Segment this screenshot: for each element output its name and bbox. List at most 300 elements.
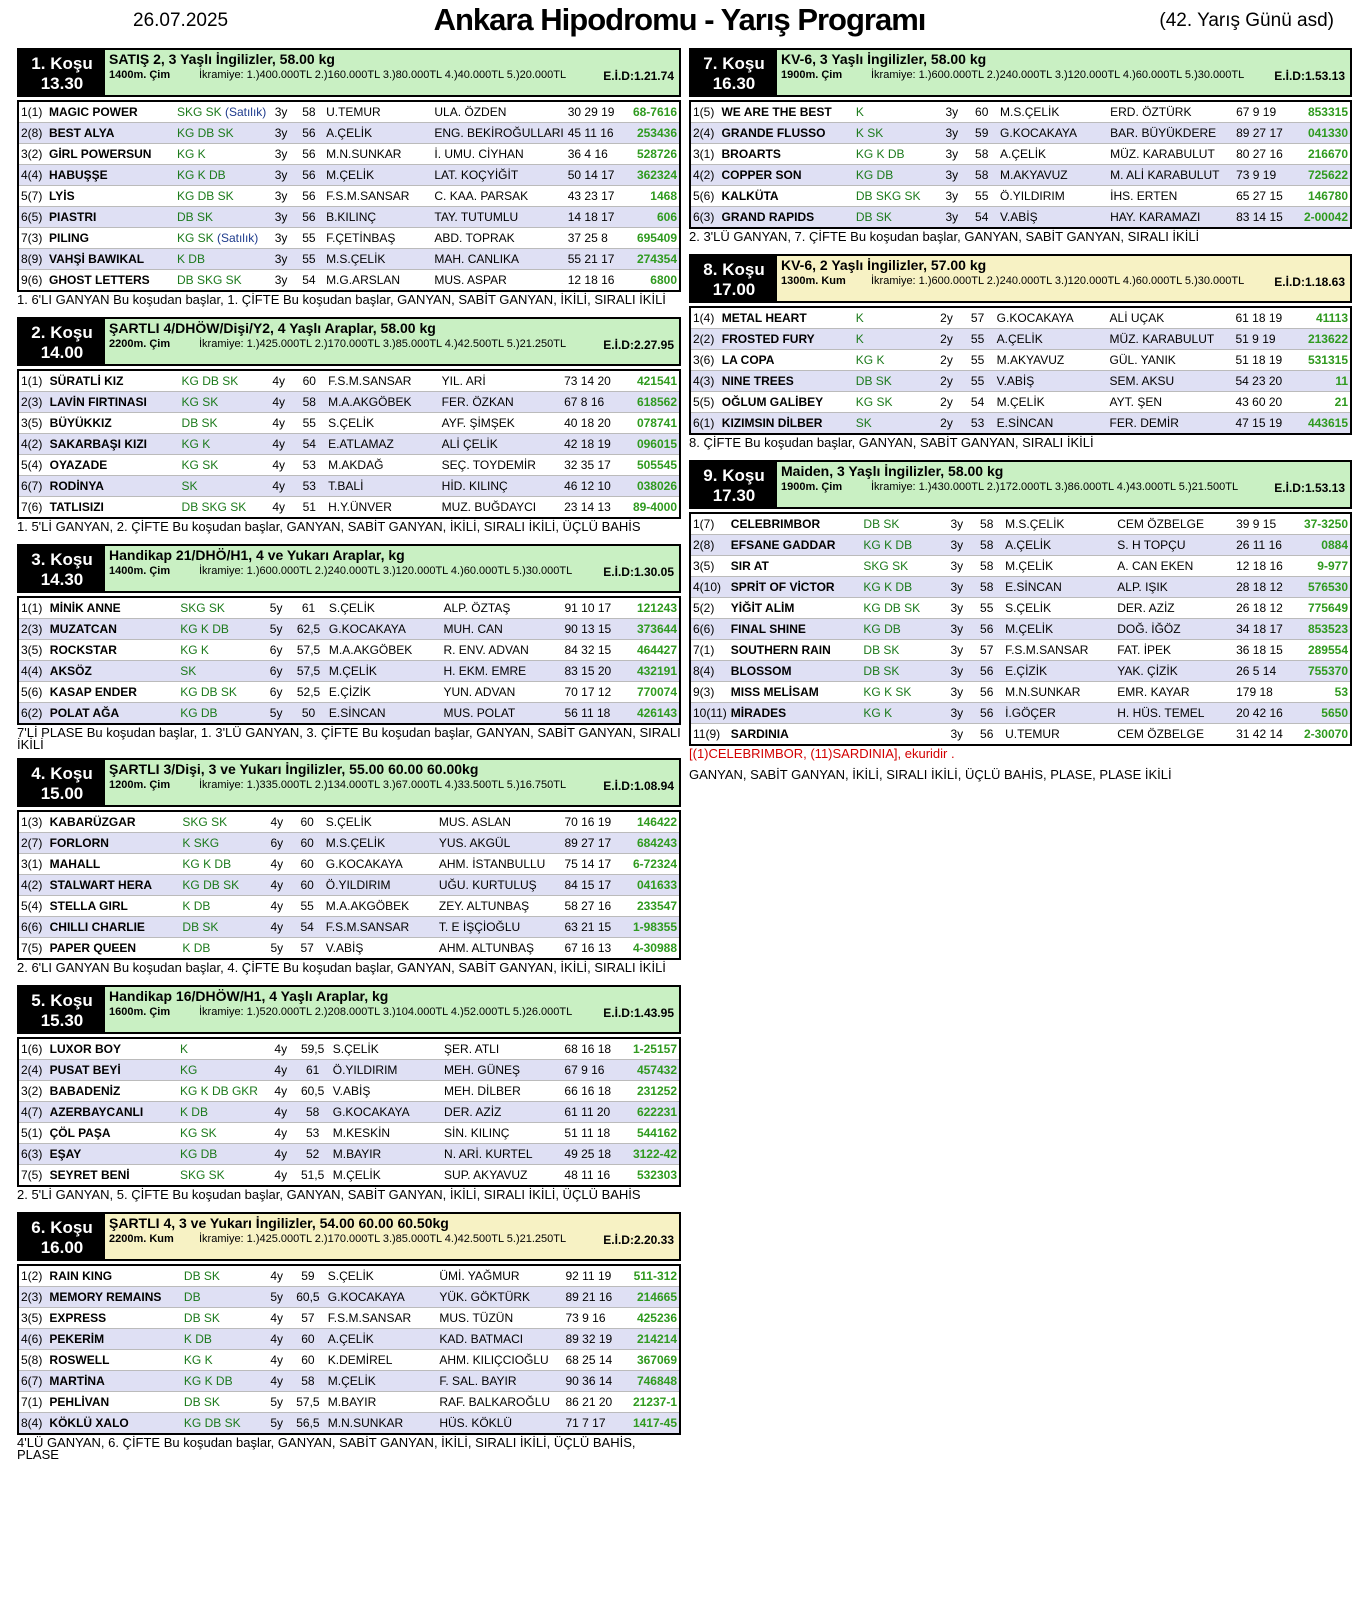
jockey-name: A.ÇELİK bbox=[995, 329, 1108, 350]
horse-form: 367069 bbox=[626, 1350, 680, 1371]
horse-stats: 34 18 17 bbox=[1234, 619, 1296, 640]
horse-number: 5(5) bbox=[690, 392, 720, 413]
horse-age: 3y bbox=[943, 535, 970, 556]
table-row bbox=[18, 392, 680, 413]
horse-equipment bbox=[861, 724, 943, 746]
table-row bbox=[18, 1123, 680, 1144]
jockey-name: M.N.SUNKAR bbox=[326, 1413, 438, 1435]
trainer-name: UĞU. KURTULUŞ bbox=[437, 875, 563, 896]
horse-stats: 89 21 16 bbox=[563, 1287, 625, 1308]
horse-weight: 53 bbox=[293, 455, 327, 476]
horse-number: 1(3) bbox=[18, 811, 48, 833]
horse-stats: 61 11 20 bbox=[562, 1102, 625, 1123]
jockey-name: M.S.ÇELİK bbox=[1003, 513, 1115, 535]
horse-form: 1468 bbox=[626, 186, 680, 207]
horse-name: SIR AT bbox=[729, 556, 862, 577]
horse-stats: 86 21 20 bbox=[563, 1392, 625, 1413]
horse-equipment: KG DB SK bbox=[175, 186, 268, 207]
horse-equipment: DB SK bbox=[861, 640, 943, 661]
horse-stats: 65 27 15 bbox=[1234, 186, 1296, 207]
horse-form: 1417-45 bbox=[626, 1413, 680, 1435]
horse-equipment: KG K DB bbox=[182, 1371, 263, 1392]
horse-equipment: KG DB SK bbox=[180, 875, 263, 896]
horse-form: 853523 bbox=[1297, 619, 1351, 640]
horse-name: KALKÜTA bbox=[719, 186, 853, 207]
race-block bbox=[689, 254, 1352, 460]
horse-number: 6(2) bbox=[18, 703, 48, 725]
jockey-name: M.G.ARSLAN bbox=[324, 270, 432, 292]
trainer-name: R. ENV. ADVAN bbox=[441, 640, 562, 661]
table-row bbox=[690, 724, 1351, 746]
horse-stats: 51 11 18 bbox=[562, 1123, 625, 1144]
horse-name: GRAND RAPIDS bbox=[719, 207, 853, 229]
horse-equipment: SKG SK bbox=[861, 556, 943, 577]
race-prize: İkramiye: 1.)600.000TL 2.)240.000TL 3.)120.000TL 4.)60.000TL 5.)30.000TL bbox=[199, 565, 573, 577]
race-title: ŞARTLI 4, 3 ve Yukarı İngilizler, 54.00 60.00 60.50kg bbox=[109, 1215, 449, 1231]
horse-number: 6(6) bbox=[690, 619, 729, 640]
horse-age: 4y bbox=[263, 917, 290, 938]
jockey-name: G.KOCAKAYA bbox=[998, 123, 1108, 144]
table-row bbox=[690, 556, 1351, 577]
race-header bbox=[17, 317, 681, 366]
horse-number: 2(3) bbox=[18, 392, 48, 413]
table-row bbox=[18, 938, 680, 960]
horse-number: 6(3) bbox=[18, 1144, 48, 1165]
page-header bbox=[0, 0, 1359, 46]
horse-equipment: SKG SK bbox=[180, 811, 263, 833]
horse-equipment: KG K DB GKR bbox=[178, 1081, 267, 1102]
horse-equipment: KG DB bbox=[178, 703, 262, 725]
horse-form: 432191 bbox=[626, 661, 680, 682]
jockey-name: A.ÇELİK bbox=[326, 1329, 438, 1350]
horse-equipment: KG SK bbox=[180, 392, 265, 413]
jockey-name: M.S.ÇELİK bbox=[324, 249, 432, 270]
trainer-name: AHM. ALTUNBAŞ bbox=[437, 938, 563, 960]
horse-equipment: KG K DB bbox=[854, 144, 938, 165]
table-row bbox=[18, 661, 680, 682]
horse-form: 426143 bbox=[626, 703, 680, 725]
table-row bbox=[18, 682, 680, 703]
horse-number: 7(5) bbox=[18, 938, 48, 960]
horse-age: 3y bbox=[943, 703, 970, 724]
horse-name: SÜRATLİ KIZ bbox=[48, 370, 180, 392]
horse-equipment: KG DB SK bbox=[175, 123, 268, 144]
horse-equipment: K bbox=[178, 1038, 267, 1060]
horse-age: 5y bbox=[262, 619, 290, 640]
horse-number: 7(1) bbox=[18, 1392, 47, 1413]
trainer-name: MUS. POLAT bbox=[441, 703, 562, 725]
horse-stats: 68 16 18 bbox=[562, 1038, 625, 1060]
trainer-name: MUH. CAN bbox=[441, 619, 562, 640]
horse-name: STALWART HERA bbox=[48, 875, 181, 896]
table-row bbox=[18, 455, 680, 476]
horse-number: 9(3) bbox=[690, 682, 729, 703]
trainer-name: AYF. ŞİMŞEK bbox=[440, 413, 562, 434]
horse-name: LAVİN FIRTINASI bbox=[48, 392, 180, 413]
horse-number: 3(5) bbox=[18, 640, 48, 661]
horse-weight: 55 bbox=[294, 249, 324, 270]
race-note: 8. ÇİFTE Bu koşudan başlar, GANYAN, SABİT GANYAN, SIRALI İKİLİ bbox=[689, 435, 1094, 450]
horse-name: AZERBAYCANLI bbox=[48, 1102, 178, 1123]
horse-stats: 55 21 17 bbox=[566, 249, 627, 270]
horse-equipment: KG DB bbox=[861, 619, 943, 640]
horse-form: 770074 bbox=[626, 682, 680, 703]
horse-form: 576530 bbox=[1297, 577, 1351, 598]
trainer-name: TAY. TUTUMLU bbox=[432, 207, 565, 228]
race-eid: E.İ.D:2.27.95 bbox=[603, 338, 674, 352]
horse-form: 853315 bbox=[1296, 101, 1351, 123]
trainer-name: T. E İŞÇİOĞLU bbox=[437, 917, 563, 938]
horse-stats: 46 12 10 bbox=[562, 476, 625, 497]
jockey-name: V.ABİŞ bbox=[331, 1081, 442, 1102]
table-row bbox=[690, 329, 1351, 350]
horse-number: 1(1) bbox=[18, 597, 48, 619]
horse-name: EFSANE GADDAR bbox=[729, 535, 862, 556]
horse-name: ROCKSTAR bbox=[48, 640, 178, 661]
horse-weight: 60 bbox=[291, 811, 324, 833]
jockey-name: U.TEMUR bbox=[324, 101, 432, 123]
horse-age: 4y bbox=[263, 1265, 290, 1287]
horse-weight: 55 bbox=[291, 896, 324, 917]
horse-equipment: KG K bbox=[182, 1350, 263, 1371]
race-time: 14.30 bbox=[40, 570, 84, 589]
race-block bbox=[689, 460, 1352, 792]
horse-age: 3y bbox=[938, 165, 965, 186]
horse-equipment: K DB bbox=[182, 1329, 263, 1350]
horse-form: 775649 bbox=[1297, 598, 1351, 619]
horse-number: 2(2) bbox=[690, 329, 720, 350]
horse-stats: 66 16 18 bbox=[562, 1081, 625, 1102]
table-row bbox=[18, 144, 680, 165]
horse-age: 3y bbox=[943, 577, 970, 598]
horse-equipment: SK bbox=[180, 476, 265, 497]
race-header bbox=[17, 758, 681, 807]
horse-stats: 56 11 18 bbox=[562, 703, 626, 725]
horse-form: 528726 bbox=[626, 144, 680, 165]
jockey-name: E.ÇİZİK bbox=[1003, 661, 1115, 682]
horse-form: 214214 bbox=[626, 1329, 680, 1350]
horse-name: KABARÜZGAR bbox=[48, 811, 181, 833]
trainer-name: N. ARİ. KURTEL bbox=[442, 1144, 562, 1165]
horse-equipment: K bbox=[854, 307, 933, 329]
horse-name: GHOST LETTERS bbox=[47, 270, 175, 292]
table-row bbox=[690, 682, 1351, 703]
horse-number: 4(4) bbox=[18, 165, 47, 186]
table-row bbox=[690, 535, 1351, 556]
horse-number: 5(6) bbox=[690, 186, 719, 207]
horse-stats: 12 18 16 bbox=[1234, 556, 1296, 577]
horse-name: NINE TREES bbox=[720, 371, 854, 392]
horse-number: 9(6) bbox=[18, 270, 47, 292]
trainer-name: BAR. BÜYÜKDERE bbox=[1108, 123, 1234, 144]
jockey-name: S.ÇELİK bbox=[327, 597, 442, 619]
horse-weight: 58 bbox=[970, 577, 1003, 598]
horse-name: SAKARBAŞI KIZI bbox=[48, 434, 180, 455]
horse-age: 4y bbox=[263, 896, 290, 917]
horse-form: 078741 bbox=[625, 413, 680, 434]
trainer-name: YAK. ÇİZİK bbox=[1115, 661, 1234, 682]
horse-age: 4y bbox=[263, 1350, 290, 1371]
horse-age: 3y bbox=[268, 123, 293, 144]
horse-age: 6y bbox=[262, 682, 290, 703]
horse-name: RODİNYA bbox=[48, 476, 180, 497]
race-prize: İkramiye: 1.)520.000TL 2.)208.000TL 3.)104.000TL 4.)52.000TL 5.)26.000TL bbox=[199, 1006, 573, 1018]
horse-number: 6(7) bbox=[18, 1371, 47, 1392]
horse-number: 5(4) bbox=[18, 896, 48, 917]
race-block bbox=[689, 48, 1352, 254]
horse-name: SPRİT OF VİCTOR bbox=[729, 577, 862, 598]
table-row bbox=[18, 123, 680, 144]
race-block bbox=[17, 317, 681, 544]
horse-form: 289554 bbox=[1297, 640, 1351, 661]
table-row bbox=[18, 1081, 680, 1102]
race-number-label: 4. Koşu bbox=[31, 764, 93, 783]
trainer-name: SİN. KILINÇ bbox=[442, 1123, 562, 1144]
race-gap bbox=[17, 1464, 681, 1468]
horse-table bbox=[17, 810, 681, 960]
jockey-name: M.ÇELİK bbox=[331, 1165, 442, 1187]
jockey-name: S.ÇELİK bbox=[326, 413, 440, 434]
horse-weight: 60 bbox=[290, 1329, 326, 1350]
horse-equipment: DB SKG SK bbox=[180, 497, 265, 519]
horse-stats: 84 15 17 bbox=[562, 875, 625, 896]
horse-form: 464427 bbox=[626, 640, 680, 661]
race-title: SATIŞ 2, 3 Yaşlı İngilizler, 58.00 kg bbox=[109, 51, 335, 67]
horse-weight: 52,5 bbox=[290, 682, 327, 703]
horse-form: 216670 bbox=[1296, 144, 1351, 165]
horse-form: 531315 bbox=[1297, 350, 1351, 371]
horse-number: 6(3) bbox=[690, 207, 719, 229]
horse-weight: 54 bbox=[293, 434, 327, 455]
horse-weight: 52 bbox=[294, 1144, 330, 1165]
trainer-name: MUS. ASLAN bbox=[437, 811, 563, 833]
horse-stats: 67 8 16 bbox=[562, 392, 625, 413]
horse-age: 3y bbox=[943, 682, 970, 703]
horse-number: 1(1) bbox=[18, 370, 48, 392]
jockey-name: M.A.AKGÖBEK bbox=[324, 896, 437, 917]
jockey-name: T.BALİ bbox=[326, 476, 440, 497]
horse-weight: 57 bbox=[290, 1308, 326, 1329]
horse-number: 5(2) bbox=[690, 598, 729, 619]
horse-stats: 83 14 15 bbox=[1234, 207, 1296, 229]
table-row bbox=[690, 619, 1351, 640]
horse-weight: 60 bbox=[290, 1350, 326, 1371]
jockey-name: S.ÇELİK bbox=[326, 1265, 438, 1287]
race-number bbox=[19, 987, 105, 1032]
horse-form: 146422 bbox=[625, 811, 680, 833]
horse-form: 746848 bbox=[626, 1371, 680, 1392]
table-row bbox=[18, 640, 680, 661]
horse-weight: 50 bbox=[290, 703, 327, 725]
jockey-name: E.SİNCAN bbox=[1003, 577, 1115, 598]
table-row bbox=[690, 392, 1351, 413]
horse-equipment: KG DB SK bbox=[182, 1413, 263, 1435]
horse-weight: 62,5 bbox=[290, 619, 327, 640]
table-row bbox=[690, 144, 1351, 165]
horse-form: 11 bbox=[1297, 371, 1351, 392]
horse-stats: 48 11 16 bbox=[562, 1165, 625, 1187]
horse-equipment: KG K SK bbox=[861, 682, 943, 703]
horse-equipment: DB SKG SK bbox=[175, 270, 268, 292]
horse-weight: 60 bbox=[293, 370, 327, 392]
race-prize: İkramiye: 1.)425.000TL 2.)170.000TL 3.)85.000TL 4.)42.500TL 5.)21.250TL bbox=[199, 1233, 567, 1245]
jockey-name: M.KESKİN bbox=[331, 1123, 442, 1144]
table-row bbox=[18, 597, 680, 619]
horse-weight: 57 bbox=[961, 307, 995, 329]
table-row bbox=[18, 854, 680, 875]
horse-table bbox=[17, 596, 681, 725]
horse-stats: 63 21 15 bbox=[562, 917, 625, 938]
horse-number: 2(8) bbox=[18, 123, 47, 144]
jockey-name: M.AKDAĞ bbox=[326, 455, 440, 476]
horse-equipment: K SK bbox=[854, 123, 938, 144]
horse-equipment: DB bbox=[182, 1287, 263, 1308]
race-number-label: 1. Koşu bbox=[31, 54, 93, 73]
horse-number: 6(5) bbox=[18, 207, 47, 228]
horse-number: 3(1) bbox=[18, 854, 48, 875]
race-time: 17.00 bbox=[712, 280, 756, 299]
horse-equipment: KG K bbox=[175, 144, 268, 165]
trainer-name: ABD. TOPRAK bbox=[432, 228, 565, 249]
race-info bbox=[105, 546, 679, 591]
race-number-label: 7. Koşu bbox=[703, 54, 765, 73]
horse-stats: 37 25 8 bbox=[566, 228, 627, 249]
table-row bbox=[18, 228, 680, 249]
table-row bbox=[18, 1287, 680, 1308]
horse-weight: 60,5 bbox=[290, 1287, 326, 1308]
horse-age: 4y bbox=[263, 1329, 290, 1350]
horse-equipment: K bbox=[854, 101, 938, 123]
horse-age: 3y bbox=[938, 186, 965, 207]
table-row bbox=[18, 476, 680, 497]
horse-form: 121243 bbox=[626, 597, 680, 619]
horse-number: 1(5) bbox=[690, 101, 719, 123]
horse-stats: 92 11 19 bbox=[563, 1265, 625, 1287]
horse-form: 622231 bbox=[625, 1102, 680, 1123]
trainer-name: LAT. KOÇYİĞİT bbox=[432, 165, 565, 186]
race-title: ŞARTLI 4/DHÖW/Dişi/Y2, 4 Yaşlı Araplar, 58.00 kg bbox=[109, 320, 436, 336]
horse-equipment: DB SK bbox=[854, 371, 933, 392]
jockey-name: M.A.AKGÖBEK bbox=[327, 640, 442, 661]
trainer-name: AHM. KILIÇCIOĞLU bbox=[437, 1350, 563, 1371]
horse-equipment: KG SK bbox=[854, 392, 933, 413]
horse-equipment: K SKG bbox=[180, 833, 263, 854]
race-header bbox=[689, 48, 1352, 97]
table-row bbox=[690, 598, 1351, 619]
horse-weight: 56 bbox=[970, 661, 1003, 682]
horse-stats: 67 9 19 bbox=[1234, 101, 1296, 123]
horse-table bbox=[17, 100, 681, 292]
horse-weight: 58 bbox=[290, 1371, 326, 1392]
horse-equipment: DB SK bbox=[854, 207, 938, 229]
table-row bbox=[690, 661, 1351, 682]
horse-weight: 56 bbox=[294, 144, 324, 165]
table-row bbox=[18, 413, 680, 434]
horse-weight: 51 bbox=[293, 497, 327, 519]
horse-number: 3(2) bbox=[18, 144, 47, 165]
trainer-name: HİD. KILINÇ bbox=[440, 476, 562, 497]
horse-form: 146780 bbox=[1296, 186, 1351, 207]
horse-weight: 59,5 bbox=[294, 1038, 330, 1060]
jockey-name: V.ABİŞ bbox=[324, 938, 437, 960]
horse-equipment: KG K DB bbox=[861, 577, 943, 598]
table-row bbox=[18, 165, 680, 186]
race-title: Handikap 16/DHÖW/H1, 4 Yaşlı Araplar, kg bbox=[109, 988, 389, 1004]
horse-age: 5y bbox=[262, 703, 290, 725]
horse-form: 6800 bbox=[626, 270, 680, 292]
horse-age: 4y bbox=[267, 1144, 294, 1165]
horse-equipment: KG SK bbox=[180, 455, 265, 476]
horse-number: 7(6) bbox=[18, 497, 48, 519]
trainer-name: SUP. AKYAVUZ bbox=[442, 1165, 562, 1187]
horse-number: 4(3) bbox=[690, 371, 720, 392]
horse-name: LA COPA bbox=[720, 350, 854, 371]
race-title: ŞARTLI 3/Dişi, 3 ve Yukarı İngilizler, 55.00 60.00 60.00kg bbox=[109, 761, 479, 777]
horse-equipment: KG K DB bbox=[180, 854, 263, 875]
jockey-name: G.KOCAKAYA bbox=[331, 1102, 442, 1123]
race-gap bbox=[689, 788, 1352, 792]
table-row bbox=[18, 249, 680, 270]
horse-form: 53 bbox=[1297, 682, 1351, 703]
horse-stats: 67 16 13 bbox=[562, 938, 625, 960]
horse-age: 3y bbox=[943, 556, 970, 577]
trainer-name: ALP. IŞIK bbox=[1115, 577, 1234, 598]
horse-weight: 54 bbox=[294, 270, 324, 292]
horse-stats: 89 27 17 bbox=[1234, 123, 1296, 144]
horse-number: 7(5) bbox=[18, 1165, 48, 1187]
horse-equipment: KG DB SK bbox=[861, 598, 943, 619]
horse-age: 3y bbox=[938, 123, 965, 144]
horse-age: 6y bbox=[262, 640, 290, 661]
race-time: 17.30 bbox=[712, 486, 756, 505]
trainer-name: AYT. ŞEN bbox=[1108, 392, 1234, 413]
horse-weight: 56 bbox=[970, 619, 1003, 640]
horse-equipment: K DB bbox=[178, 1102, 267, 1123]
race-note: 2. 5'Lİ GANYAN, 5. ÇİFTE Bu koşudan başlar, GANYAN, SABİT GANYAN, İKİLİ, SIRALI İKİLİ, ÜÇLÜ BAHİS bbox=[17, 1187, 641, 1202]
trainer-name: ÜMİ. YAĞMUR bbox=[437, 1265, 563, 1287]
horse-stats: 89 27 17 bbox=[562, 833, 625, 854]
horse-stats: 179 18 bbox=[1234, 682, 1296, 703]
horse-weight: 58 bbox=[970, 535, 1003, 556]
horse-weight: 61 bbox=[294, 1060, 330, 1081]
horse-weight: 60 bbox=[965, 101, 998, 123]
horse-stats: 43 23 17 bbox=[566, 186, 627, 207]
horse-stats: 51 18 19 bbox=[1234, 350, 1298, 371]
horse-name: PILING bbox=[47, 228, 175, 249]
horse-stats: 67 9 16 bbox=[562, 1060, 625, 1081]
trainer-name: FAT. İPEK bbox=[1115, 640, 1234, 661]
horse-name: TATLISIZI bbox=[48, 497, 180, 519]
horse-age: 5y bbox=[263, 1413, 290, 1435]
trainer-name: MUZ. BUĞDAYCI bbox=[440, 497, 562, 519]
table-row bbox=[18, 875, 680, 896]
horse-weight: 58 bbox=[965, 165, 998, 186]
table-row bbox=[690, 307, 1351, 329]
table-row bbox=[18, 703, 680, 725]
horse-number: 5(7) bbox=[18, 186, 47, 207]
race-info bbox=[105, 760, 679, 805]
horse-form: 618562 bbox=[625, 392, 680, 413]
trainer-name: MUS. ASPAR bbox=[432, 270, 565, 292]
table-row bbox=[690, 123, 1351, 144]
table-row bbox=[18, 619, 680, 640]
jockey-name: E.SİNCAN bbox=[995, 413, 1108, 435]
race-info bbox=[777, 462, 1350, 507]
race-distance: 2200m. Çim bbox=[109, 338, 171, 350]
trainer-name: C. KAA. PARSAK bbox=[432, 186, 565, 207]
table-row bbox=[690, 413, 1351, 435]
horse-form: 41113 bbox=[1297, 307, 1351, 329]
